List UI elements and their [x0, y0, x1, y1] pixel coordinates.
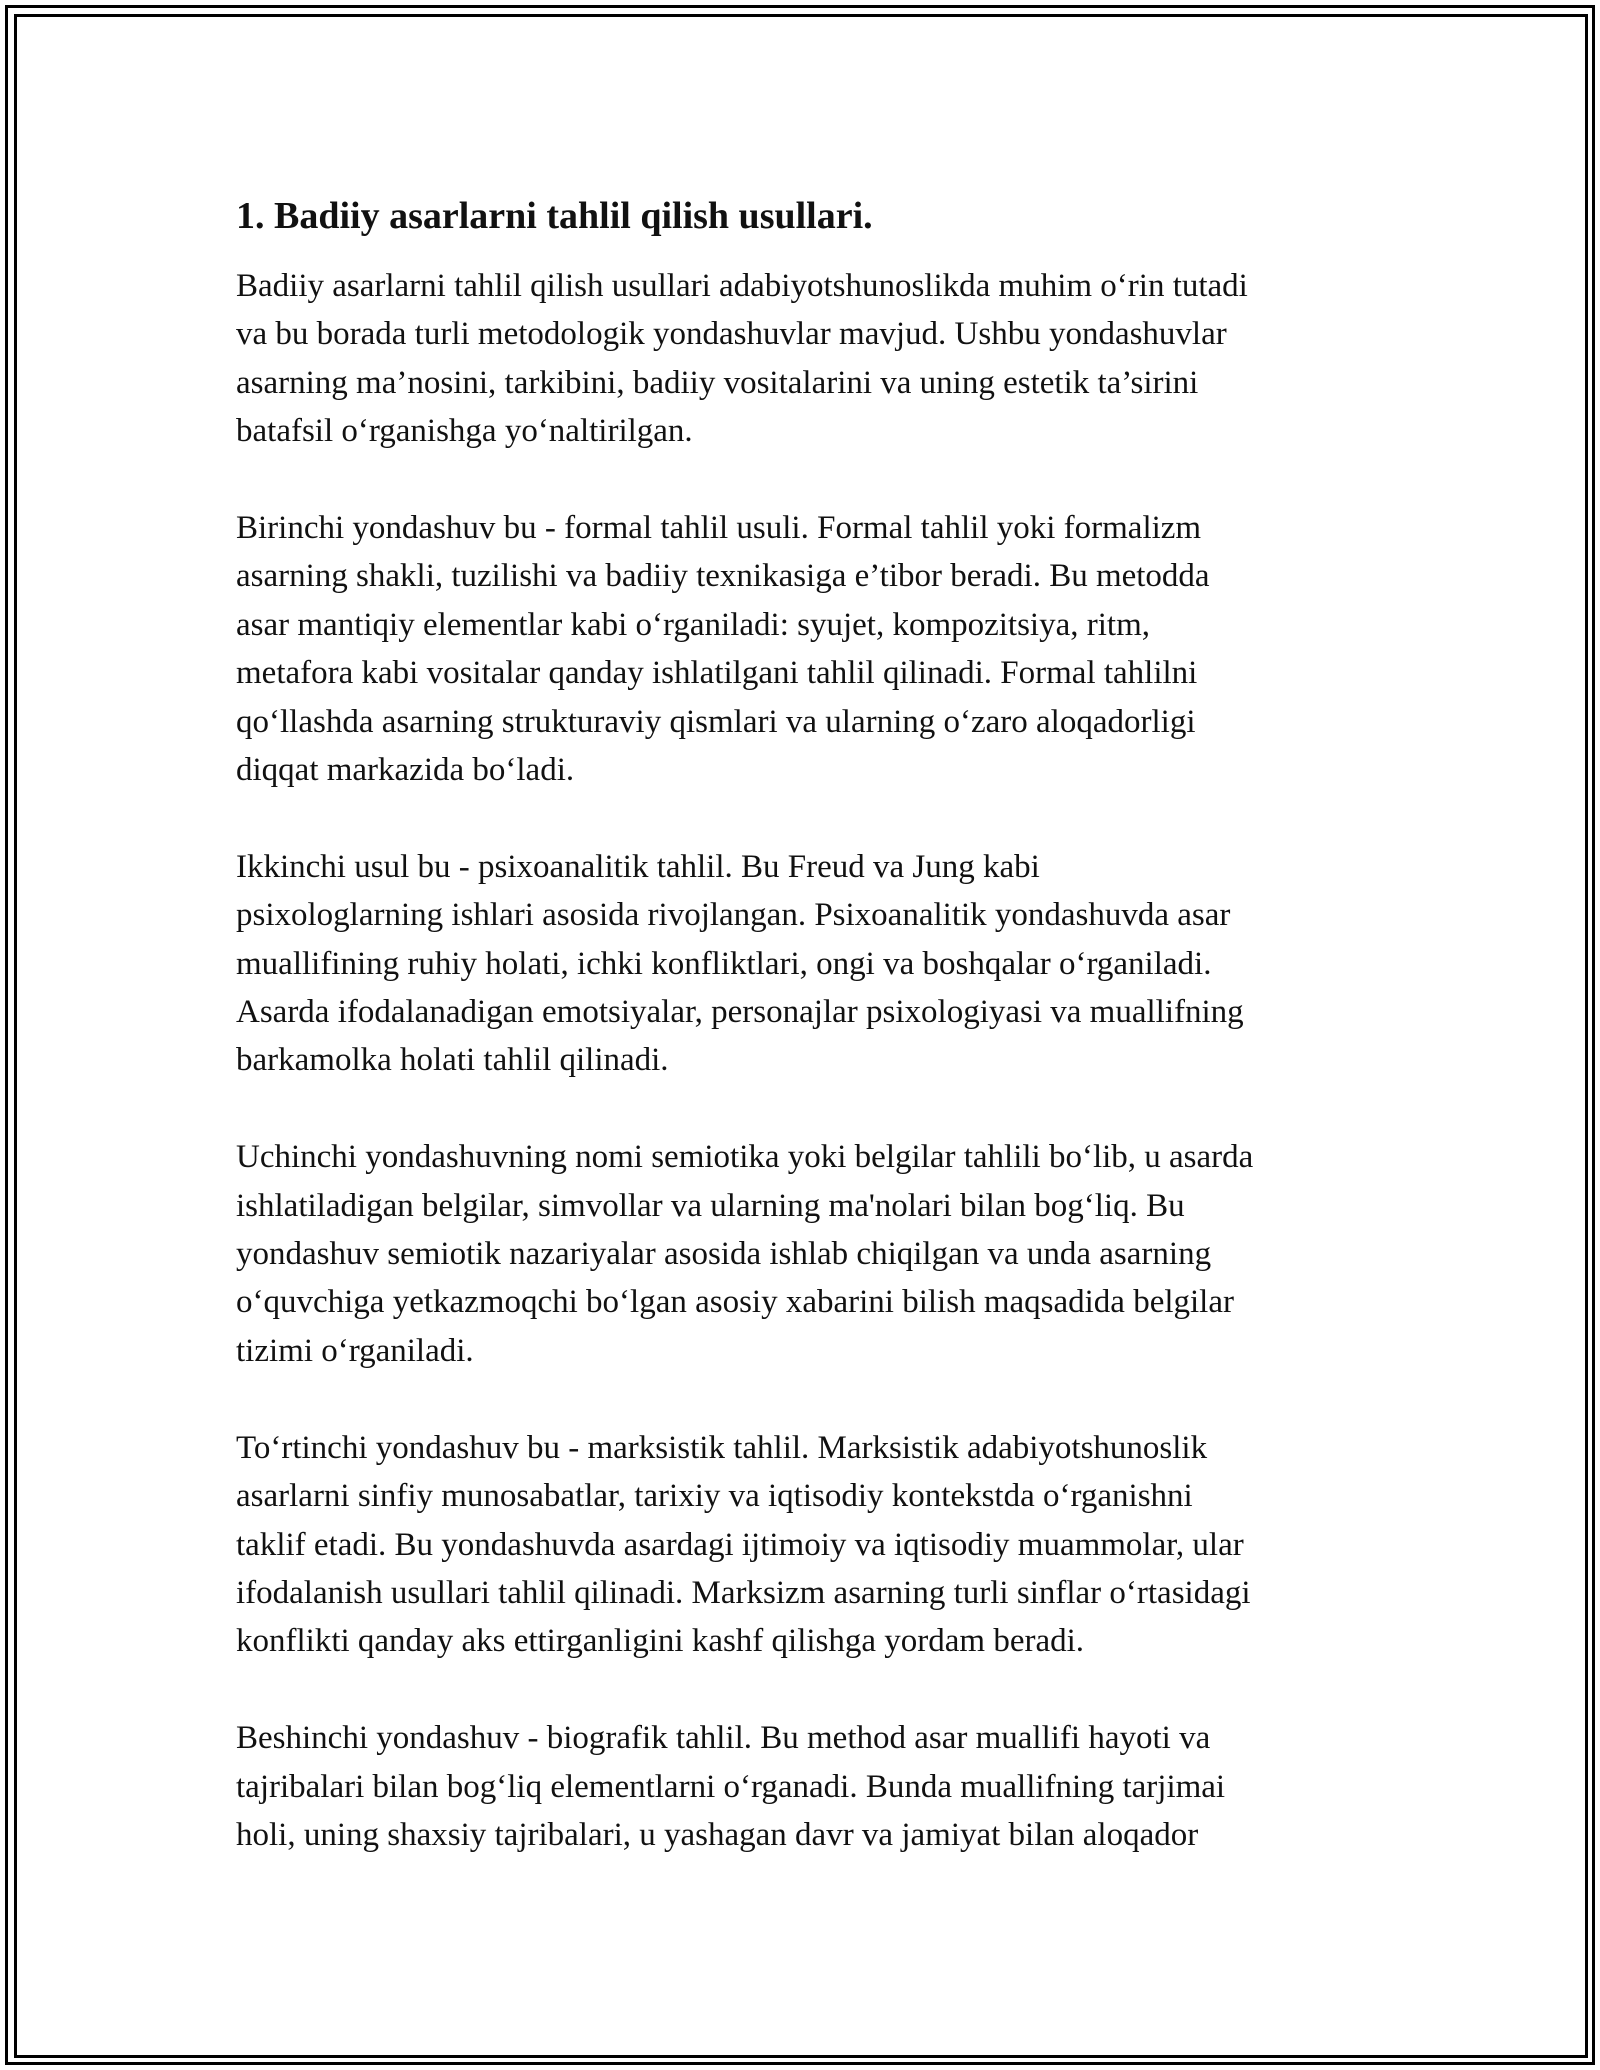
paragraph-line: yondashuv semiotik nazariyalar asosida ishlab chiqilgan va unda asarning — [236, 1236, 1212, 1273]
paragraph-line: Badiiy asarlarni tahlil qilish usullari adabiyotshunoslikda muhim o‘rin tutadi — [236, 268, 1248, 304]
paragraph-line: Beshinchi yondashuv - biografik tahlil. Bu method asar muallifi hayoti va — [236, 1720, 1211, 1757]
paragraph-line: diqqat markazida bo‘ladi. — [236, 752, 575, 789]
paragraph-line: metafora kabi vositalar qanday ishlatilgani tahlil qilinadi. Formal tahlilni — [236, 655, 1198, 692]
paragraph-line: tizimi o‘rganiladi. — [236, 1332, 474, 1369]
paragraph-line: Ikkinchi usul bu - psixoanalitik tahlil. Bu Freud va Jung kabi — [236, 848, 1040, 885]
paragraph-line: asarning ma’nosini, tarkibini, badiiy vositalarini va uning estetik ta’sirini — [236, 364, 1199, 401]
paragraph — [236, 504, 1376, 794]
paragraph-line: qo‘llashda asarning strukturaviy qismlari va ularning o‘zaro aloqadorligi — [236, 703, 1196, 740]
paragraph-line: muallifining ruhiy holati, ichki konfliktlari, ongi va boshqalar o‘rganiladi. — [236, 945, 1212, 982]
paragraph-line: konflikti qanday aks ettirganligini kashf qilishga yordam beradi. — [236, 1623, 1085, 1660]
document-body — [236, 188, 1376, 1908]
section-heading: 1. Badiiy asarlarni tahlil qilish usullari. — [236, 195, 873, 237]
paragraph — [236, 1424, 1376, 1666]
paragraph-line: o‘quvchiga yetkazmoqchi bo‘lgan asosiy xabarini bilish maqsadida belgilar — [236, 1284, 1234, 1321]
paragraph-line: To‘rtinchi yondashuv bu - marksistik tahlil. Marksistik adabiyotshunoslik — [236, 1429, 1208, 1466]
paragraph — [236, 1133, 1376, 1375]
paragraph-line: holi, uning shaxsiy tajribalari, u yashagan davr va jamiyat bilan aloqador — [236, 1816, 1199, 1853]
paragraph-line: Asarda ifodalanadigan emotsiyalar, personajlar psixologiyasi va muallifning — [236, 994, 1244, 1031]
paragraph-line: ishlatiladigan belgilar, simvollar va ularning ma'nolari bilan bog‘liq. Bu — [236, 1187, 1185, 1224]
paragraph-line: va bu borada turli metodologik yondashuvlar mavjud. Ushbu yondashuvlar — [236, 316, 1227, 353]
paragraph-line: taklif etadi. Bu yondashuvda asardagi ijtimoiy va iqtisodiy muammolar, ular — [236, 1526, 1244, 1563]
paragraph — [236, 843, 1376, 1085]
paragraph — [236, 1714, 1376, 1859]
paragraph-list — [236, 262, 1376, 1859]
paragraph-line: ifodalanish usullari tahlil qilinadi. Marksizm asarning turli sinflar o‘rtasidagi — [236, 1574, 1251, 1611]
paragraph-line: asarning shakli, tuzilishi va badiiy texnikasiga e’tibor beradi. Bu metodda — [236, 558, 1210, 595]
paragraph-line: asarlarni sinfiy munosabatlar, tarixiy va iqtisodiy kontekstda o‘rganishni — [236, 1478, 1193, 1515]
paragraph-line: batafsil o‘rganishga yo‘naltirilgan. — [236, 413, 693, 450]
paragraph-line: Birinchi yondashuv bu - formal tahlil usuli. Formal tahlil yoki formalizm — [236, 510, 1202, 547]
paragraph-line: Uchinchi yondashuvning nomi semiotika yoki belgilar tahlili bo‘lib, u asarda — [236, 1139, 1254, 1176]
paragraph-line: barkamolka holati tahlil qilinadi. — [236, 1042, 669, 1079]
paragraph — [236, 262, 1376, 456]
paragraph-line: asar mantiqiy elementlar kabi o‘rganiladi: syujet, kompozitsiya, ritm, — [236, 606, 1150, 643]
paragraph-line: psixologlarning ishlari asosida rivojlangan. Psixoanalitik yondashuvda asar — [236, 897, 1231, 934]
paragraph-line: tajribalari bilan bog‘liq elementlarni o‘rganadi. Bunda muallifning tarjimai — [236, 1768, 1226, 1805]
